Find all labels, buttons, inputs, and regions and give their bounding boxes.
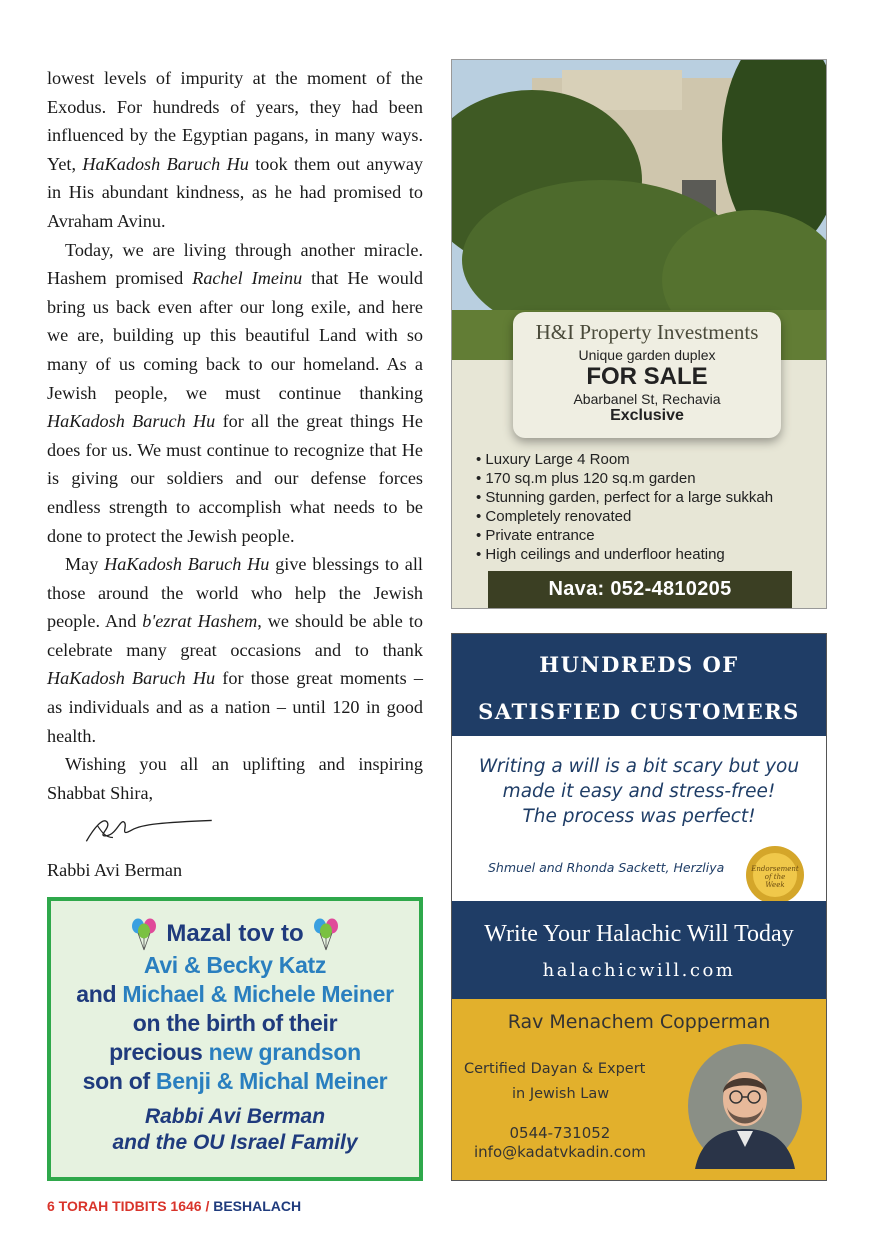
property-ad[interactable] (451, 59, 827, 609)
text-italic: HaKadosh Baruch Hu (47, 411, 216, 432)
property-card (513, 312, 781, 438)
rav-credentials (464, 1057, 645, 1107)
feature-item: • High ceilings and underfloor heating (476, 545, 773, 564)
text-italic: b'ezrat Hashem (142, 611, 258, 632)
testimonial (452, 736, 826, 901)
text: lowest levels of impurity at the moment of the Exodus. For hundreds of years, they had been influenced by the Egyptian pagans, in many ways. Yet, (47, 68, 423, 174)
paragraph-2 (47, 236, 423, 551)
article-body (47, 64, 423, 885)
text: precious (109, 1039, 209, 1065)
mazal-line: on the birth of their (132, 1010, 338, 1036)
svg-text:of the: of the (764, 873, 786, 881)
svg-text:Week: Week (765, 881, 785, 889)
text: give blessings to all those around the world who help the Jewish people. And (47, 554, 423, 632)
company-name: H&I Property Investments (535, 320, 759, 344)
feature-item: • 170 sq.m plus 120 sq.m garden (476, 469, 773, 488)
rav-name: Rav Menachem Copperman (507, 1011, 771, 1033)
feature-item: • Private entrance (476, 526, 773, 545)
text-italic: HaKadosh Baruch Hu (47, 668, 216, 689)
mazal-tov-box (47, 897, 423, 1181)
halachic-will-ad[interactable] (451, 633, 827, 1181)
paragraph-1 (47, 64, 423, 236)
exclusive-label: Exclusive (610, 407, 684, 424)
rav-contact (452, 999, 826, 1181)
mazal-signature-line: and the OU Israel Family (112, 1131, 358, 1154)
text: that He would bring us back even after our long exile, and here we are, building up this beautiful Land with so many of us coming back to our homeland. As a Jewish people, we must continue thanking (47, 268, 423, 403)
signature-image (75, 809, 225, 847)
text-italic: Rachel Imeinu (192, 268, 303, 289)
text: took them out anyway in His abundant kindness, as he had promised to Avraham Avinu. (47, 153, 423, 231)
rav-email[interactable]: info@kadatvkadin.com (474, 1143, 646, 1161)
rav-phone[interactable]: 0544-731052 (509, 1124, 611, 1142)
for-sale-heading: FOR SALE (586, 363, 708, 390)
contact-phone-bar[interactable]: Nava: 052-4810205 (488, 571, 792, 608)
mazal-signature-line: Rabbi Avi Berman (144, 1105, 326, 1128)
property-subtitle: Unique garden duplex (578, 347, 716, 363)
paragraph-3 (47, 550, 423, 750)
footer-issue: 6 TORAH TIDBITS 1646 / (47, 1198, 214, 1214)
text: Today, we are living through another miracle. Hashem promised (47, 239, 423, 289)
text: for all the great things He does for us. We must continue to recognize that He is giving our soldiers and our defense forces endless strength to accomplish what needs to be done to protect the Jewish people. (47, 411, 423, 546)
text-highlight: new grandson (208, 1039, 361, 1065)
mazal-signature (51, 1104, 419, 1156)
endorsement-seal-icon (744, 844, 806, 906)
quote-line: The process was perfect! (522, 806, 756, 827)
testimonial-author: Shmuel and Rhonda Sackett, Herzliya (488, 860, 725, 875)
text: and (76, 981, 123, 1007)
text: son of (82, 1068, 156, 1094)
will-header-line: HUNDREDS OF (539, 652, 739, 677)
mazal-line (51, 1067, 419, 1096)
feature-item: • Completely renovated (476, 507, 773, 526)
text-highlight: Michael & Michele Meiner (122, 981, 394, 1007)
will-tagline: Write Your Halachic Will Today (484, 921, 794, 947)
text-italic: HaKadosh Baruch Hu (104, 554, 270, 575)
feature-item: • Stunning garden, perfect for a large sukkah (476, 488, 773, 507)
quote-line: Writing a will is a bit scary but you (478, 756, 800, 777)
page-footer (47, 1198, 301, 1214)
footer-parsha: BESHALACH (213, 1198, 302, 1214)
mazal-title: Mazal tov to (166, 920, 304, 947)
feature-item: • Luxury Large 4 Room (476, 450, 773, 469)
will-website-link[interactable]: halachicwill.com (542, 960, 736, 981)
rav-portrait-photo (687, 1043, 803, 1169)
quote-line: made it easy and stress-free! (502, 781, 776, 802)
text-highlight: Benji & Michal Meiner (155, 1068, 388, 1094)
balloons-icon (312, 917, 340, 951)
text: for those great moments – as individuals and as a nation – until 120 in good health. (47, 668, 423, 746)
testimonial-quote (452, 754, 826, 829)
will-header-line: SATISFIED CUSTOMERS (478, 699, 800, 724)
credential-line: Certified Dayan & Expert (464, 1061, 646, 1077)
mazal-line (51, 980, 419, 1009)
paragraph-4: Wishing you all an uplifting and inspiring Shabbat Shira, (47, 754, 423, 803)
mazal-line (51, 1038, 419, 1067)
will-cta-band[interactable] (452, 901, 826, 999)
feature-list (476, 450, 773, 564)
signer-name: Rabbi Avi Berman (47, 860, 183, 881)
property-address: Abarbanel St, Rechavia (573, 391, 721, 407)
svg-text:Endorsement: Endorsement (751, 865, 799, 873)
rav-contact-info (474, 1124, 646, 1162)
mazal-title-row (51, 917, 419, 951)
balloons-icon (130, 917, 158, 951)
text-italic: HaKadosh Baruch Hu (82, 153, 249, 174)
credential-line: in Jewish Law (512, 1086, 610, 1102)
text: , we should be able to celebrate many great occasions and to thank (47, 611, 423, 660)
will-header (452, 634, 826, 736)
text: May (65, 554, 105, 575)
mazal-line: Avi & Becky Katz (143, 952, 327, 978)
